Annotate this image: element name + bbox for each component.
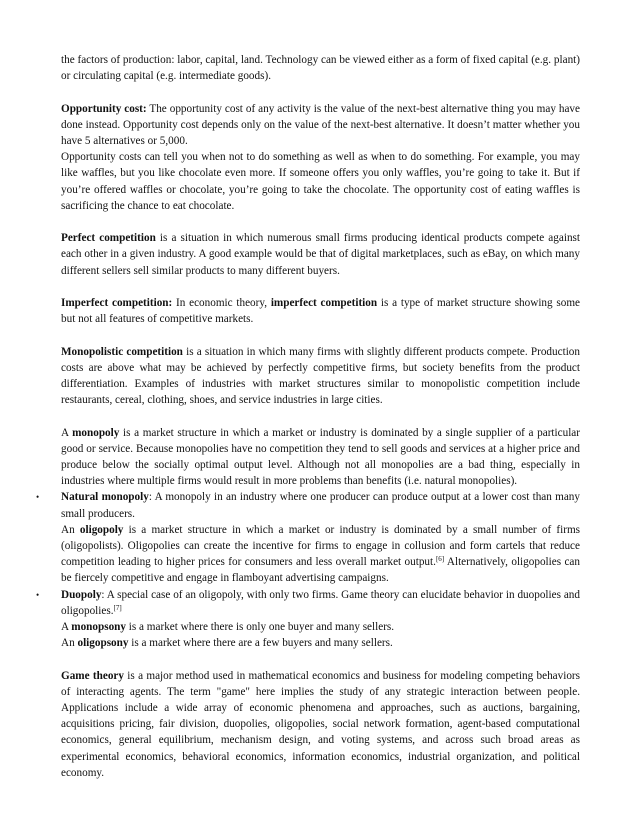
duopoly-definition: : A special case of an oligopoly, with only two firms. Game theory can elucidate behavior in duopolies and oligopolies. [61, 588, 580, 617]
oligopoly-term: oligopoly [79, 523, 124, 536]
monopoly-pre: A [61, 426, 73, 439]
perfect-competition-definition: is a situation in which numerous small firms producing identical products compete against each other in a given industry. A good example would be that of digital marketplaces, such as eBay, on which many different sellers sell similar products to many different buyers. [61, 232, 580, 277]
monopsony-pre: A [61, 621, 72, 634]
imperfect-competition-paragraph [61, 295, 580, 327]
intro-paragraph: the factors of production: labor, capital, land. Technology can be viewed either as a form of fixed capital (e.g. plant) or circulating capital (e.g. intermediate goods). [61, 54, 580, 83]
monopoly-term: monopoly [72, 426, 120, 439]
duopoly-term: Duopoly [61, 588, 102, 601]
duopoly-list-item [36, 587, 580, 619]
opportunity-cost-term: Opportunity cost: [61, 102, 147, 115]
natural-monopoly-definition: : A monopoly in an industry where one producer can produce output at a lower cost than many small producers. [61, 491, 580, 520]
oligopoly-pre: An [61, 523, 80, 536]
imperfect-competition-definition: is a type of market structure showing some but not all features of competitive markets. [61, 297, 581, 326]
oligopoly-after: Alternatively, oligopolies can be fiercely competitive and engage in flamboyant advertising campaigns. [61, 556, 580, 585]
perfect-competition-paragraph [61, 230, 580, 279]
monopolistic-competition-term: Monopolistic competition [61, 345, 183, 358]
game-theory-definition: is a major method used in mathematical economics and business for modeling competing behaviors of interacting agents. The term "game" here implies the study of any strategic interaction between people. Applications include a wide array of economic phenomena and approaches, such as auctions, bargaining, acquisitions pricing, fair division, duopolies, oligopolies, social network formation, agent-based computational economics, general equilibrium, mechanism design, and voting systems, and across such broad areas as experimental economics, behavioral economics, information economics, industrial organization, and political economy. [61, 669, 580, 779]
perfect-competition-term: Perfect competition [61, 232, 156, 245]
natural-monopoly-term: Natural monopoly [61, 491, 149, 504]
game-theory-paragraph [61, 668, 580, 781]
imperfect-competition-term-inline: imperfect competition [270, 297, 378, 309]
oligopsony-pre: An [61, 637, 78, 650]
game-theory-term: Game theory [61, 669, 124, 682]
oligopsony-definition: is a market where there are a few buyers and many sellers. [128, 637, 393, 650]
monopsony-definition: is a market where there is only one buyer and many sellers. [125, 621, 395, 634]
oligopoly-reference-link[interactable]: [6] [435, 555, 445, 564]
oligopsony-term: oligopsony [77, 637, 129, 650]
monopolistic-competition-definition: is a situation in which many firms with slightly different products compete. Production costs are above what may be achieved by perfectly competitive firms, but society benefits from the product differentiation. Examples of industries with market structures similar to monopolistic competition include restaurants, cereal, clothing, shoes, and service industries in large cities. [61, 345, 580, 407]
opportunity-cost-definition: The opportunity cost of any activity is the value of the next-best alternative thing you may have done instead. Opportunity cost depends only on the value of the next-best alternative. It doesn’t matter whether you have 5 alternatives or 5,000. [61, 102, 580, 147]
monopsony-term: monopsony [71, 621, 126, 634]
opportunity-cost-paragraph [61, 101, 580, 150]
natural-monopoly-list-item [36, 489, 580, 521]
monopolistic-competition-paragraph [61, 344, 580, 409]
imperfect-competition-term: Imperfect competition: [61, 297, 173, 309]
opportunity-cost-example: Opportunity costs can tell you when not to do something as well as when to do something. For example, you may like waffles, but you like chocolate even more. If someone offers you only waffles, you’re going to take it. But if you’re offered waffles or chocolate, you’re going to take the chocolate. The opportunity cost of eating waffles is sacrificing the chance to eat chocolate. [61, 151, 580, 212]
oligopsony-paragraph [61, 635, 580, 651]
monopoly-paragraph [61, 425, 580, 490]
imperfect-competition-pre: In economic theory, [172, 297, 271, 309]
monopsony-paragraph [61, 619, 580, 635]
bullet-icon: • [36, 589, 40, 600]
monopoly-definition: is a market structure in which a market or industry is dominated by a single supplier of a particular good or service. Because monopolies have no competition they tend to sell goods and services at a higher price and produce below the socially optimal output level. Although not all monopolies are a bad thing, especially in industries where multiple firms would result in more problems than benefits (i.e. natural monopolies). [61, 426, 580, 488]
bullet-icon: • [36, 492, 40, 503]
oligopoly-paragraph [61, 522, 580, 587]
duopoly-reference-link[interactable]: [7] [113, 603, 122, 612]
oligopoly-definition: is a market structure in which a market or industry is dominated by a small number of firms (oligopolists). Oligopolies can create the incentive for firms to engage in collusion and form cartels that reduce competition leading to higher prices for consumers and less overall market output. [61, 523, 580, 569]
